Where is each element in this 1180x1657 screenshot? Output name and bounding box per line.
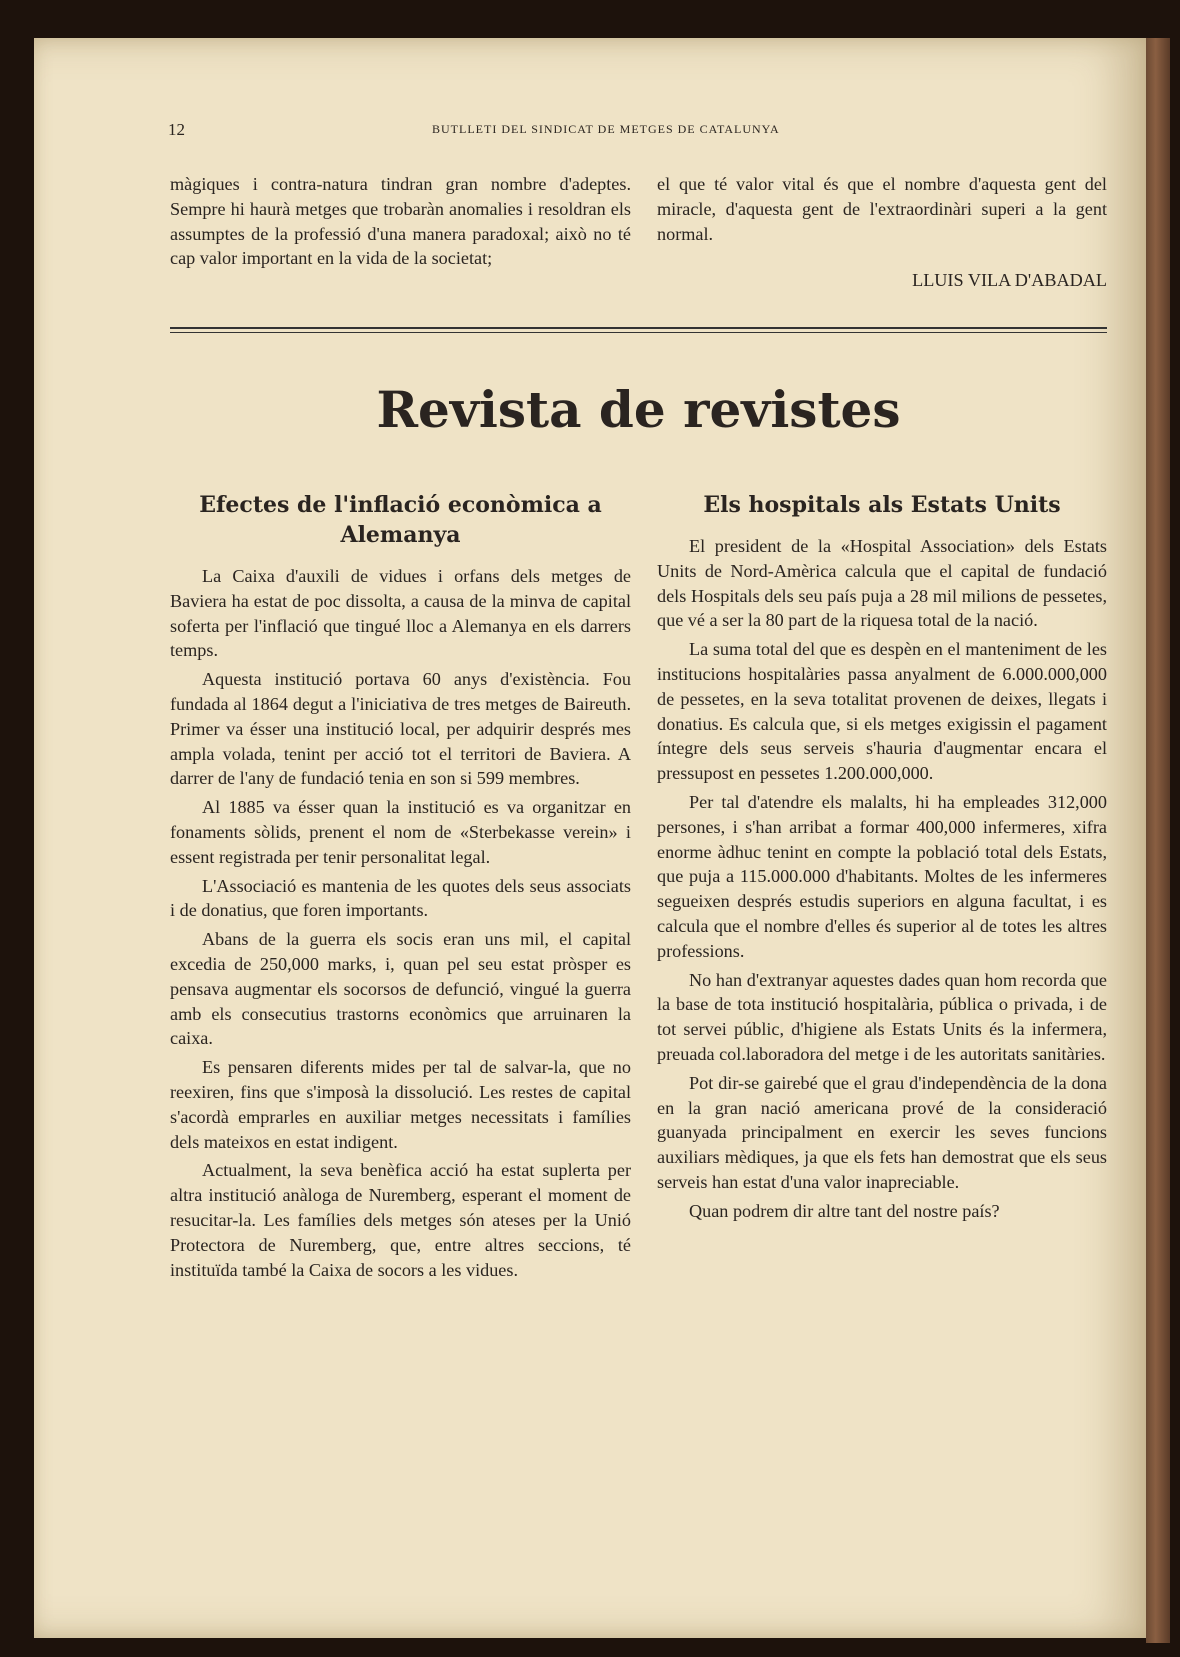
previous-article-text: màgiques i contra-natura tindran gran nombre d'adeptes. Sempre hi haurà metges que trobaràn anomalies i resoldran els assumptes de la professió d'una manera paradoxal; això no té cap valor important en la vida de la societat; [170,174,631,269]
article-paragraph: La Caixa d'auxili de vidues i orfans dels metges de Baviera ha estat de poc dissolta, a causa de la minva de capital soferta per l'inflació que tingué lloc a Alemanya en els darrers temps. [170,566,631,661]
article-paragraph: Al 1885 va ésser quan la institució es va organitzar en fonaments sòlids, prenent el nom de «Sterbekasse verein» i essent registrada per tenir personalitat legal. [170,797,631,867]
article-right [657,490,1107,1228]
article-title: Efectes de l'inflació econòmica a Alemanya [199,492,602,548]
article-paragraph: El president de la «Hospital Association» dels Estats Units de Nord-Amèrica calcula que el capital de fundació dels Hospitals dels seu país puja a 28 mil milions de pessetes, que vé a ser la 80 part de la riquesa total de la nació. [657,536,1107,631]
article-paragraph: Pot dir-se gairebé que el grau d'independència de la dona en la gran nació americana prové de la consideració guanyada principalment en exercir les seves funcions auxiliars mèdiques, ja que els fets han demostrat que els seus serveis han estat d'una valor inapreciable. [657,1072,1107,1192]
previous-article-text: el que té valor vital és que el nombre d'aquesta gent del miracle, d'aquesta gent de l'extraordinàri superi a la gent normal. [657,174,1107,244]
article-title: Els hospitals als Estats Units [703,492,1061,518]
article-paragraph: No han d'extranyar aquestes dades quan hom recorda que la base de tota institució hospitalària, pública o privada, i de tot servei públic, d'higiene als Estats Units és la infermera, preuada col.laboradora del metge i de les autoritats sanitàries. [657,969,1107,1064]
article-paragraph: Quan podrem dir altre tant del nostre país? [689,1200,1000,1221]
article-left [170,490,631,1286]
section-divider [170,332,1107,333]
article-paragraph: Actualment, la seva benèfica acció ha estat suplerta per altra institució anàloga de Nuremberg, esperant el moment de resucitar-la. Les famílies dels metges són ateses per la Unió Protectora de Nuremberg, que, entre altres seccions, té instituïda també la Caixa de socors a les vidues. [170,1160,631,1280]
article-paragraph: Es pensaren diferents mides per tal de salvar-la, que no reexiren, fins que s'imposà la dissolució. Les restes de capital s'acordà emprarles en auxiliar metges necessitats i famílies dels mateixos en estat indigent. [170,1057,631,1152]
article-paragraph: La suma total del que es despèn en el manteniment de les institucions hospitalàries passa anyalment de 6.000.000,000 de pessetes, en la seva totalitat provenen de deixes, llegats i donatius. Es calcula que, si els metges exigissin el pagament íntegre dels seus serveis s'hauria d'augmentar encara el pressupost en pessetes 1.200.000,000. [657,639,1107,784]
section-title: Revista de revistes [376,380,901,439]
article-paragraph: Abans de la guerra els socis eran uns mil, el capital excedia de 250,000 marks, i, quan pel seu estat pròsper es pensava augmentar els socorsos de defunció, vingué la guerra amb els consecutius trastorns econòmics que arruinaren la caixa. [170,929,631,1049]
previous-article-left-column [170,172,631,271]
section-divider [170,327,1107,329]
article-paragraph: L'Associació es mantenia de les quotes dels seus associats i de donatius, que foren importants. [170,875,631,921]
running-head: BUTLLETI DEL SINDICAT DE METGES DE CATALUNYA [432,122,780,136]
previous-article-right-column [657,172,1107,293]
article-paragraph: Aquesta institució portava 60 anys d'existència. Fou fundada al 1864 degut a l'iniciativa de tres metges de Baireuth. Primer va ésser una institució local, per adquirir després mes ampla volada, tenint per acció tot el territori de Baviera. A darrer de l'any de fundació tenia en son si 599 membres. [170,669,631,789]
book-spine [1146,38,1170,1643]
article-paragraph: Per tal d'atendre els malalts, hi ha empleades 312,000 persones, i s'han arribat a formar 400,000 infermeres, xifra enorme àdhuc tenint en compte la població total dels Estats, que puja a 115.000.000 d'habitants. Moltes de les infermeres segueixen després estudis superiors en alguna facultat, i es calcula que el nombre d'elles és superior al de totes les altres professions. [657,791,1107,961]
author-signature: LLUIS VILA D'ABADAL [912,270,1107,291]
page-number: 12 [168,120,185,139]
